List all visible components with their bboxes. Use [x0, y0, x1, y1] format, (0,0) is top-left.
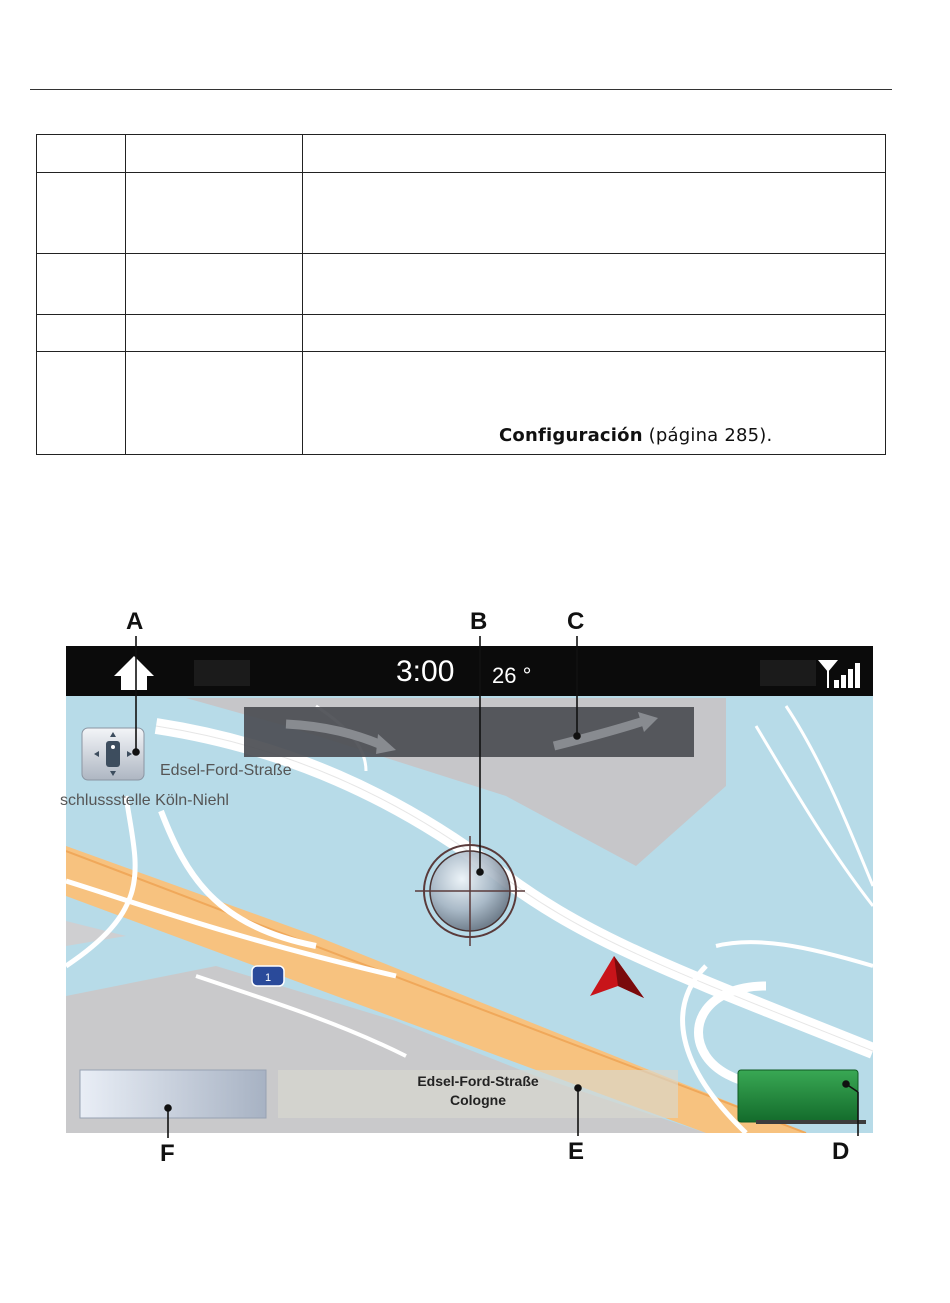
callout-e: E: [568, 1138, 585, 1165]
map-graphic: [66, 646, 873, 1133]
table-row: [37, 254, 886, 315]
map-poi-label: schlussstelle Köln-Niehl: [60, 792, 229, 809]
status-temperature: 26 °: [492, 663, 532, 688]
callout-b: B: [470, 608, 488, 635]
config-reference: Configuración (página 285).: [499, 425, 773, 446]
address-text: [278, 1072, 678, 1110]
table-row: [37, 315, 886, 352]
callout-d: D: [832, 1138, 850, 1165]
address-street: Edsel-Ford-Straße: [417, 1073, 539, 1089]
table-row: [37, 352, 886, 455]
map-street-label: Edsel-Ford-Straße: [160, 762, 292, 779]
svg-text:1: 1: [264, 972, 272, 984]
map-view-button[interactable]: [82, 728, 144, 780]
reference-table: [36, 134, 886, 455]
callout-f: F: [160, 1140, 175, 1167]
navigation-screen: [60, 646, 873, 1133]
green-action-button[interactable]: [738, 1070, 866, 1124]
address-city: Cologne: [450, 1092, 506, 1108]
header-rule: [30, 89, 892, 90]
callout-a: A: [126, 608, 144, 635]
road-shield-icon: [252, 966, 284, 986]
status-time: 3:00: [396, 655, 455, 688]
config-link[interactable]: Configuración: [499, 425, 643, 446]
turn-banner[interactable]: [244, 707, 694, 757]
callout-c: C: [567, 608, 585, 635]
table-row: [37, 173, 886, 254]
table-row: [37, 135, 886, 173]
